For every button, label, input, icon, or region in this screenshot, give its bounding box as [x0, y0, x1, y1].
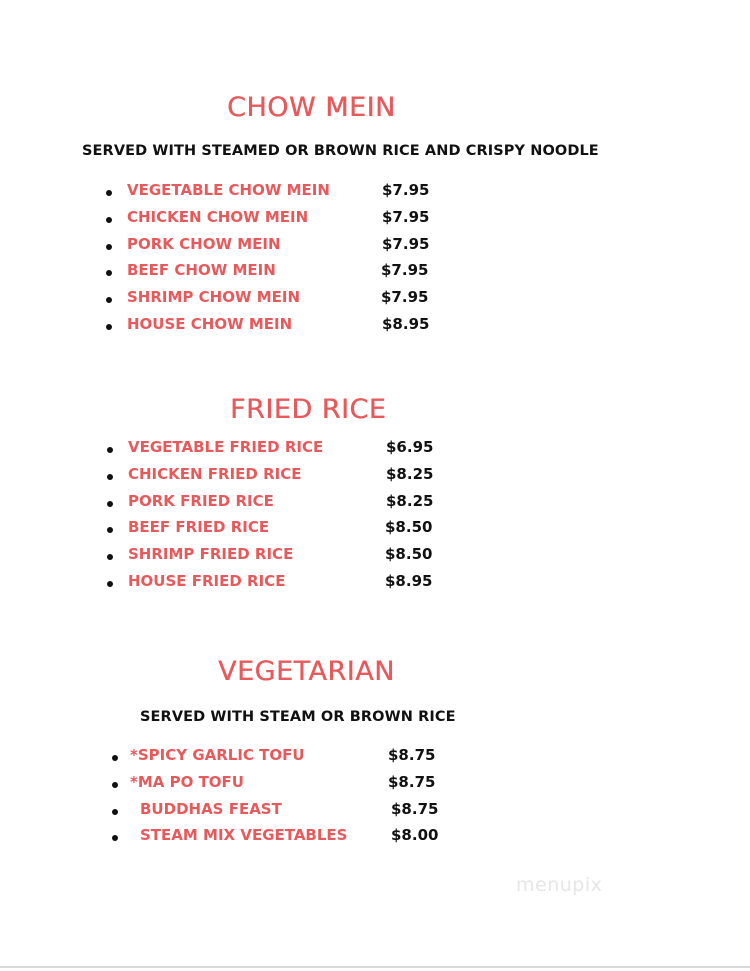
item-name: STEAM MIX VEGETABLES	[140, 826, 348, 845]
item-price: $7.95	[382, 234, 430, 253]
item-name: BEEF FRIED RICE	[128, 518, 270, 537]
list-item	[104, 181, 444, 208]
menu-list-chow-mein	[104, 181, 444, 342]
item-name: *SPICY GARLIC TOFU	[130, 746, 305, 764]
bullet-icon	[112, 782, 118, 788]
bullet-icon	[106, 324, 112, 330]
bullet-icon	[106, 190, 112, 196]
item-price: $8.75	[388, 772, 436, 791]
item-name: SHRIMP FRIED RICE	[128, 545, 294, 564]
bullet-icon	[107, 554, 113, 560]
list-item	[104, 261, 444, 288]
menu-list-fried-rice	[105, 438, 445, 599]
item-price: $8.00	[391, 826, 439, 845]
item-price: $8.50	[385, 518, 433, 537]
list-item	[104, 315, 444, 342]
item-name: BUDDHAS FEAST	[140, 799, 282, 818]
page-edge-divider	[0, 966, 750, 968]
list-item	[105, 492, 445, 519]
item-price: $7.95	[381, 261, 429, 280]
bullet-icon	[107, 581, 113, 587]
list-item	[105, 438, 445, 465]
watermark-logo: menupix	[516, 874, 603, 896]
item-price: $8.25	[386, 491, 434, 510]
item-name: BEEF CHOW MEIN	[127, 261, 276, 280]
item-name: PORK CHOW MEIN	[127, 234, 281, 253]
item-name: CHICKEN CHOW MEIN	[127, 207, 309, 226]
list-item	[105, 572, 445, 599]
item-price: $8.75	[391, 799, 439, 818]
list-item	[110, 800, 450, 827]
list-item	[110, 773, 450, 800]
item-name: HOUSE CHOW MEIN	[127, 314, 293, 333]
bullet-icon	[107, 527, 113, 533]
item-name: HOUSE FRIED RICE	[128, 571, 286, 590]
list-item	[110, 826, 450, 853]
bullet-icon	[112, 835, 118, 841]
section-title-chow-mein: CHOW MEIN	[227, 92, 396, 123]
item-name: VEGETABLE FRIED RICE	[128, 438, 324, 456]
bullet-icon	[106, 217, 112, 223]
list-item	[104, 235, 444, 262]
item-price: $6.95	[386, 438, 434, 456]
bullet-icon	[112, 755, 118, 761]
item-price: $8.25	[386, 464, 434, 483]
section-title-vegetarian: VEGETARIAN	[218, 656, 395, 687]
list-item	[105, 518, 445, 545]
bullet-icon	[106, 244, 112, 250]
item-price: $8.95	[385, 571, 433, 590]
section-subtitle-vegetarian: SERVED WITH STEAM OR BROWN RICE	[140, 709, 456, 725]
item-price: $7.95	[382, 181, 430, 199]
list-item	[105, 545, 445, 572]
list-item	[110, 746, 450, 773]
item-name: PORK FRIED RICE	[128, 491, 274, 510]
item-name: VEGETABLE CHOW MEIN	[127, 181, 330, 199]
item-price: $8.95	[382, 314, 430, 333]
list-item	[104, 288, 444, 315]
section-subtitle-chow-mein: SERVED WITH STEAMED OR BROWN RICE AND CRISPY NOODLE	[82, 143, 599, 159]
bullet-icon	[106, 297, 112, 303]
list-item	[105, 465, 445, 492]
item-price: $8.75	[388, 746, 436, 764]
bullet-icon	[106, 270, 112, 276]
list-item	[104, 208, 444, 235]
bullet-icon	[107, 501, 113, 507]
bullet-icon	[107, 474, 113, 480]
item-price: $8.50	[385, 545, 433, 564]
bullet-icon	[112, 809, 118, 815]
section-title-fried-rice: FRIED RICE	[230, 394, 387, 425]
item-name: *MA PO TOFU	[130, 772, 244, 791]
item-name: SHRIMP CHOW MEIN	[127, 288, 301, 307]
item-price: $7.95	[381, 288, 429, 307]
bullet-icon	[107, 447, 113, 453]
item-name: CHICKEN FRIED RICE	[128, 464, 302, 483]
menu-list-vegetarian	[110, 746, 450, 853]
item-price: $7.95	[382, 207, 430, 226]
